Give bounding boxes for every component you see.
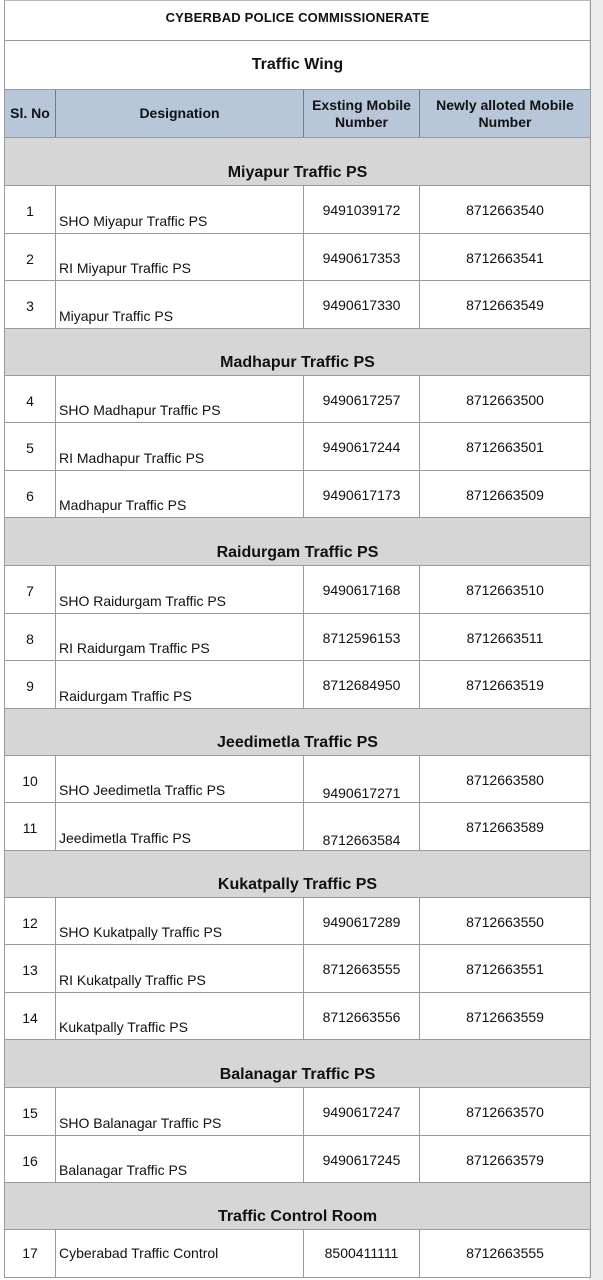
- table-row: [4, 471, 591, 519]
- cell-new-number: 8712663559: [466, 1008, 544, 1025]
- cell-existing-number: 9491039172: [304, 186, 420, 233]
- cell-new-number: 8712663550: [466, 913, 544, 930]
- cell-existing-number: 8712663555: [304, 945, 420, 992]
- cell-new-number: 8712663500: [466, 391, 544, 408]
- cell-sl-no: 14: [5, 993, 56, 1040]
- cell-existing-number: 8712663556: [304, 993, 420, 1040]
- cell-designation: SHO Madhapur Traffic PS: [56, 376, 304, 423]
- cell-new-number: 8712663511: [466, 629, 544, 646]
- table-body: [4, 138, 591, 1278]
- scrollbar-gutter: [589, 0, 603, 1280]
- cell-designation: SHO Miyapur Traffic PS: [56, 186, 304, 233]
- cell-designation: Jeedimetla Traffic PS: [56, 803, 304, 850]
- cell-designation: Madhapur Traffic PS: [56, 471, 304, 518]
- cell-new-number: 8712663541: [466, 249, 544, 266]
- cell-sl-no: 11: [5, 803, 56, 850]
- table-row: [4, 803, 591, 851]
- cell-existing-number: 9490617168: [304, 566, 420, 613]
- cell-existing-number: 9490617289: [304, 898, 420, 945]
- cell-designation: SHO Raidurgam Traffic PS: [56, 566, 304, 613]
- table-row: [4, 993, 591, 1041]
- cell-sl-no: 16: [5, 1136, 56, 1183]
- cell-existing-number: 8712596153: [304, 614, 420, 661]
- table-row: [4, 281, 591, 329]
- cell-sl-no: 12: [5, 898, 56, 945]
- document-title: CYBERBAD POLICE COMMISSIONERATE: [4, 0, 591, 41]
- cell-sl-no: 7: [5, 566, 56, 613]
- cell-designation: RI Miyapur Traffic PS: [56, 234, 304, 281]
- header-sl-no: Sl. No: [5, 90, 56, 137]
- cell-sl-no: 10: [5, 756, 56, 803]
- cell-existing-number: 9490617173: [304, 471, 420, 518]
- table-row: [4, 423, 591, 471]
- table-row: [4, 1230, 591, 1278]
- section-header: Balanagar Traffic PS: [4, 1040, 591, 1088]
- cell-existing-number: 8712684950: [304, 661, 420, 708]
- cell-designation: SHO Balanagar Traffic PS: [56, 1088, 304, 1135]
- cell-new-number: 8712663549: [466, 297, 544, 313]
- cell-sl-no: 17: [5, 1230, 56, 1277]
- cell-designation: RI Kukatpally Traffic PS: [56, 945, 304, 992]
- table-row: [4, 756, 591, 804]
- table-row: [4, 945, 591, 993]
- cell-sl-no: 4: [5, 376, 56, 423]
- table-row: [4, 186, 591, 234]
- cell-designation: RI Madhapur Traffic PS: [56, 423, 304, 470]
- section-header: Miyapur Traffic PS: [4, 138, 591, 186]
- header-new-number: Newly alloted Mobile Number: [436, 96, 574, 130]
- cell-new-number: 8712663579: [466, 1151, 544, 1168]
- cell-sl-no: 9: [5, 661, 56, 708]
- table-row: [4, 1136, 591, 1184]
- cell-sl-no: 2: [5, 234, 56, 281]
- cell-designation: RI Raidurgam Traffic PS: [56, 614, 304, 661]
- cell-sl-no: 15: [5, 1088, 56, 1135]
- cell-designation: Raidurgam Traffic PS: [56, 661, 304, 708]
- cell-new-number: 8712663501: [466, 439, 544, 455]
- table-row: [4, 661, 591, 709]
- section-header: Raidurgam Traffic PS: [4, 518, 591, 566]
- cell-existing-number: 9490617330: [304, 281, 420, 328]
- table-header: [4, 90, 591, 138]
- header-existing-number: Exsting Mobile Number: [304, 90, 420, 137]
- cell-existing-number: 8500411111: [304, 1230, 420, 1277]
- cell-new-number: 8712663555: [466, 1245, 544, 1262]
- cell-existing-number: 9490617245: [304, 1136, 420, 1183]
- cell-designation: SHO Jeedimetla Traffic PS: [56, 756, 304, 803]
- cell-new-number: 8712663509: [466, 486, 544, 503]
- header-designation: Designation: [56, 90, 304, 137]
- table-row: [4, 376, 591, 424]
- cell-designation: SHO Kukatpally Traffic PS: [56, 898, 304, 945]
- cell-sl-no: 5: [5, 423, 56, 470]
- cell-existing-number: 9490617257: [304, 376, 420, 423]
- section-header: Traffic Control Room: [4, 1183, 591, 1230]
- cell-sl-no: 1: [5, 186, 56, 233]
- table-row: [4, 898, 591, 946]
- cell-new-number: 8712663570: [466, 1104, 544, 1120]
- table-row: [4, 614, 591, 662]
- table-row: [4, 234, 591, 282]
- cell-designation: Miyapur Traffic PS: [56, 281, 304, 328]
- cell-new-number: 8712663519: [466, 677, 544, 693]
- table-row: [4, 566, 591, 614]
- cell-designation: Kukatpally Traffic PS: [56, 993, 304, 1040]
- cell-new-number: 8712663540: [466, 202, 544, 218]
- cell-new-number: 8712663589: [466, 819, 544, 835]
- cell-designation: Balanagar Traffic PS: [56, 1136, 304, 1183]
- cell-sl-no: 6: [5, 471, 56, 518]
- cell-existing-number: 8712663584: [304, 803, 420, 850]
- cell-new-number: 8712663551: [466, 961, 544, 977]
- cell-new-number: 8712663510: [466, 582, 544, 598]
- cell-existing-number: 9490617244: [304, 423, 420, 470]
- section-header: Madhapur Traffic PS: [4, 329, 591, 376]
- cell-existing-number: 9490617353: [304, 234, 420, 281]
- cell-sl-no: 8: [5, 614, 56, 661]
- cell-sl-no: 3: [5, 281, 56, 328]
- cell-new-number: 8712663580: [466, 771, 544, 788]
- cell-designation: Cyberabad Traffic Control: [56, 1230, 304, 1277]
- cell-existing-number: 9490617247: [304, 1088, 420, 1135]
- table-row: [4, 1088, 591, 1136]
- section-header: Kukatpally Traffic PS: [4, 851, 591, 898]
- spreadsheet: [4, 0, 591, 1278]
- cell-sl-no: 13: [5, 945, 56, 992]
- document-subtitle: Traffic Wing: [4, 41, 591, 90]
- section-header: Jeedimetla Traffic PS: [4, 709, 591, 756]
- cell-existing-number: 9490617271: [304, 756, 420, 803]
